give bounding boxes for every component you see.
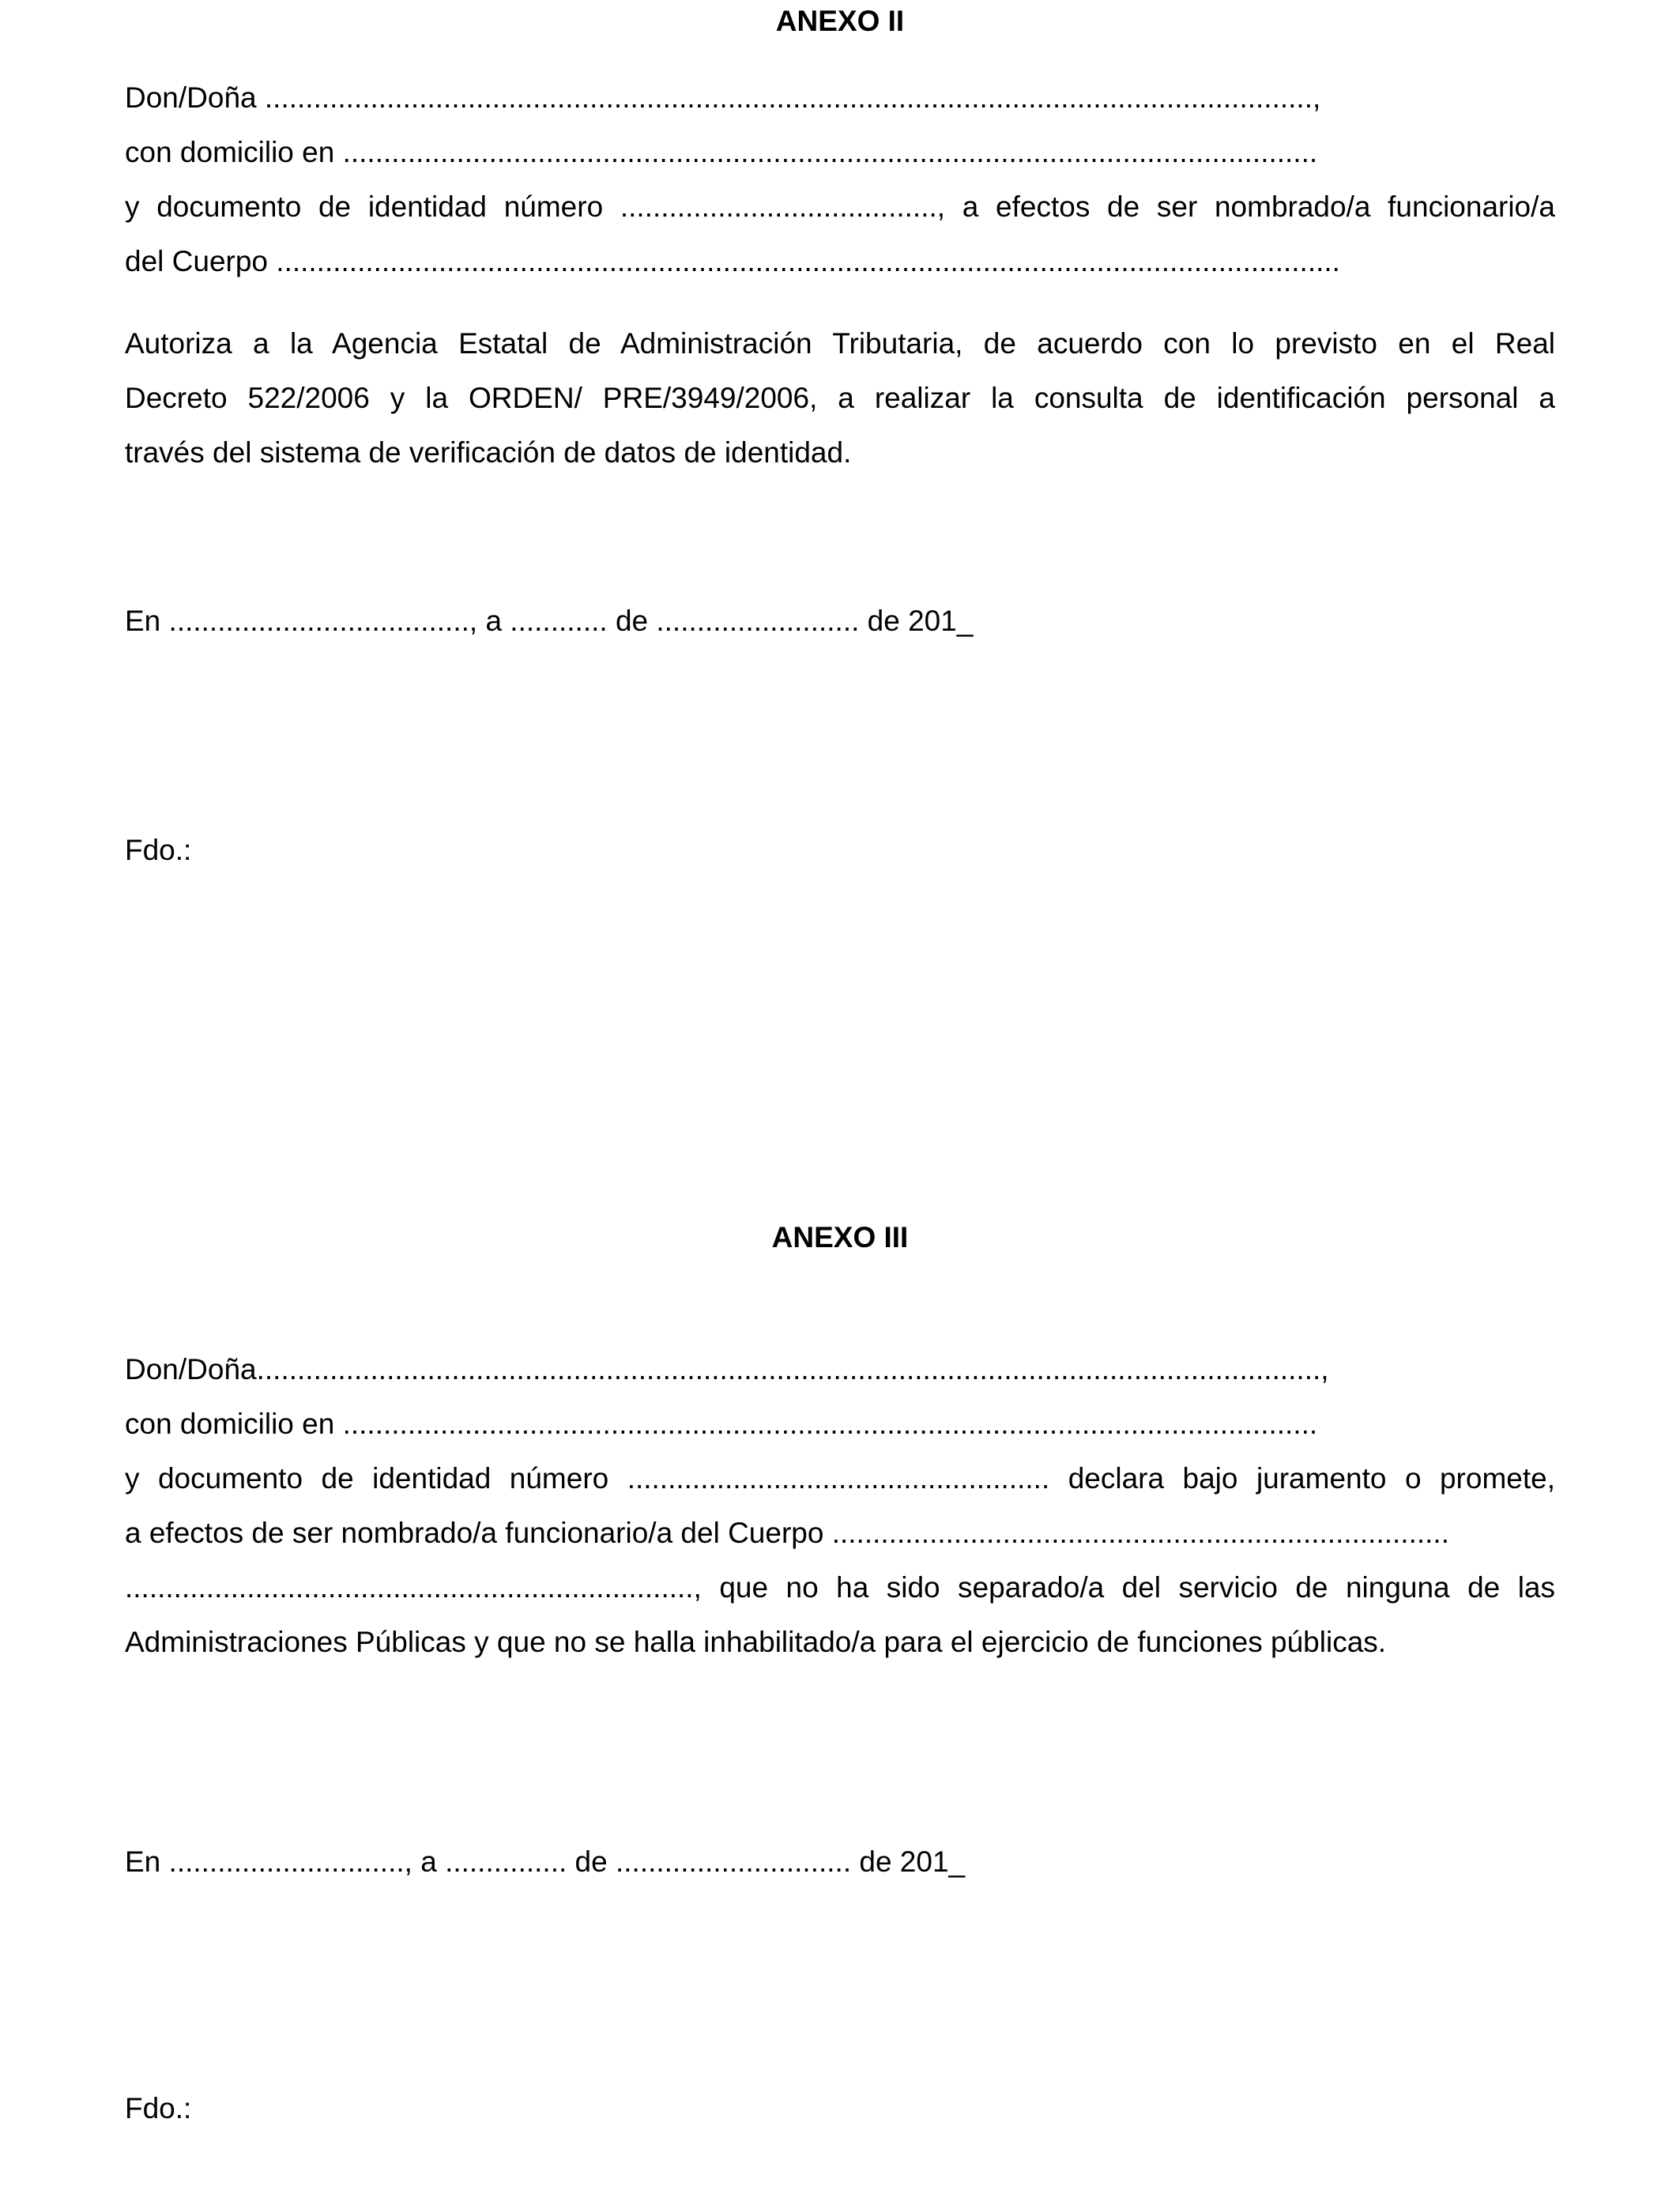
- anexo-ii-date-line: En ....................................., a ............ de ......................... de 201_: [125, 605, 974, 637]
- anexo-ii-name-line: Don/Doña .................................................................................................................................,: [125, 81, 1321, 114]
- anexo-iii-declaration-line-2: Administraciones Públicas y que no se halla inhabilitado/a para el ejercicio de funciones públicas.: [125, 1626, 1387, 1658]
- anexo-iii-address-line: con domicilio en ........................................................................................................................: [125, 1408, 1318, 1440]
- anexo-iii-date-line: En ............................., a ............... de ............................. de 201_: [125, 1845, 966, 1878]
- anexo-ii-id-line: y documento de identidad número ......................................., a efectos de ser nombrado/a funcionario/a: [125, 190, 1555, 223]
- anexo-ii-authorization-line-2: Decreto 522/2006 y la ORDEN/ PRE/3949/2006, a realizar la consulta de identificación personal a: [125, 382, 1555, 414]
- anexo-iii-title: ANEXO III: [771, 1221, 909, 1253]
- anexo-ii-signature-label: Fdo.:: [125, 834, 192, 866]
- anexo-ii-authorization-line-3: través del sistema de verificación de datos de identidad.: [125, 436, 852, 469]
- anexo-ii-cuerpo-line: del Cuerpo ...................................................................................................................................: [125, 245, 1340, 277]
- anexo-ii-authorization-line-1: Autoriza a la Agencia Estatal de Administración Tributaria, de acuerdo con lo previsto en el Real: [125, 327, 1555, 360]
- anexo-iii-cuerpo-line: a efectos de ser nombrado/a funcionario/a del Cuerpo ............................................................................: [125, 1517, 1449, 1549]
- anexo-iii-id-line: y documento de identidad número .................................................... declara bajo juramento o promete,: [125, 1462, 1555, 1495]
- anexo-iii-declaration-line-1: ......................................................................, que no ha sido separado/a del servicio de ninguna de las: [125, 1571, 1555, 1604]
- anexo-ii-address-line: con domicilio en ........................................................................................................................: [125, 136, 1318, 168]
- anexo-iii-signature-label: Fdo.:: [125, 2092, 192, 2124]
- anexo-ii-title: ANEXO II: [775, 5, 905, 37]
- anexo-iii-name-line: Don/Doña...................................................................................................................................,: [125, 1353, 1329, 1385]
